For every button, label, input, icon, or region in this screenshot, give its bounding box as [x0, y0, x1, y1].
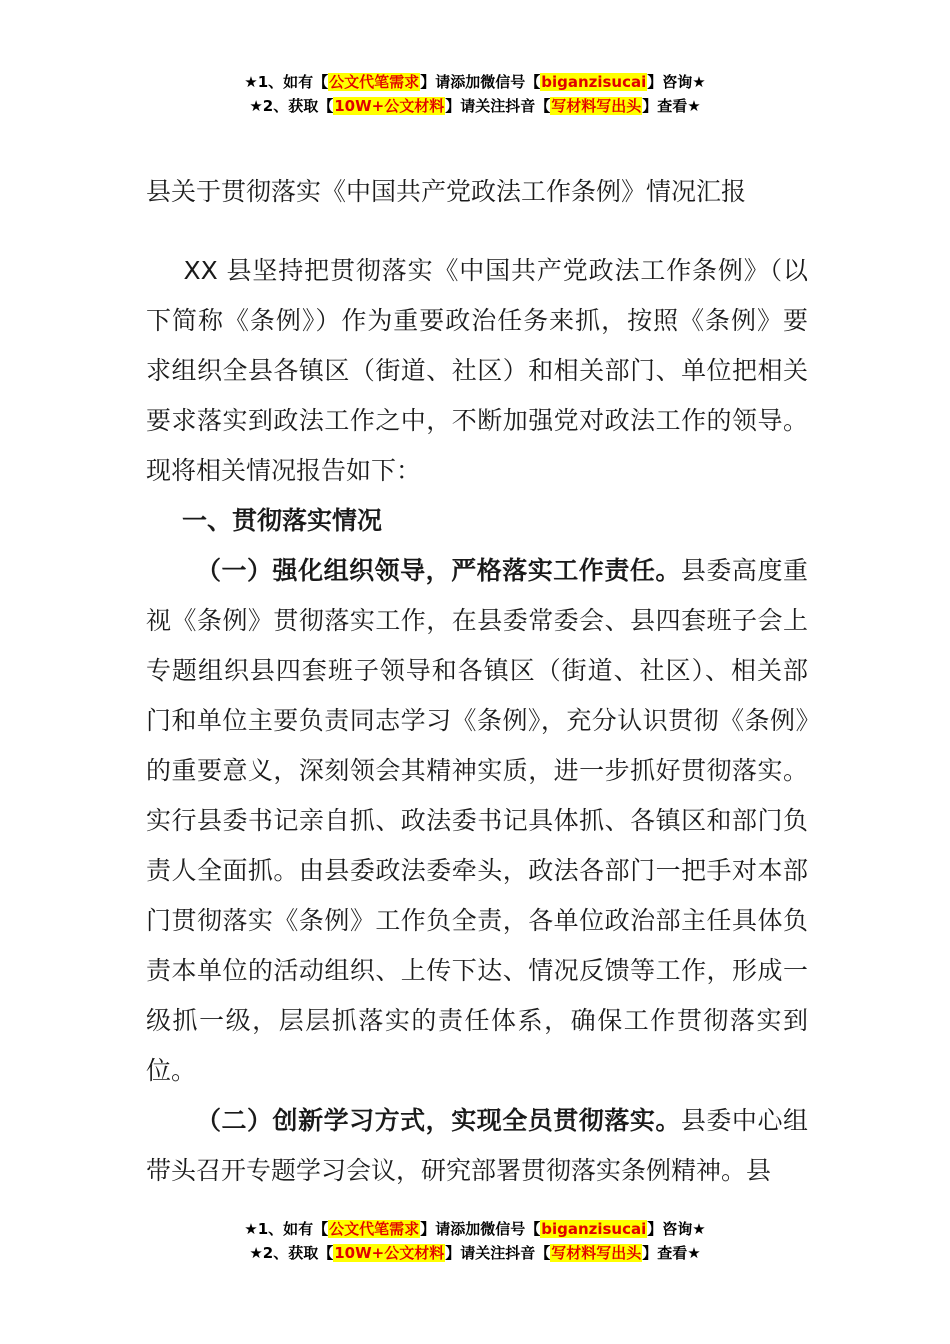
- item-paragraph-1: [146, 546, 808, 1096]
- document-body: [146, 246, 808, 1196]
- item-text: 县委高度重视《条例》贯彻落实工作，在县委常委会、县四套班子会上专题组织县四套班子领导和各镇区（街道、社区）、相关部门和单位主要负责同志学习《条例》，充分认识贯彻《条例》的重要意义，深刻领会其精神实质，进一步抓好贯彻落实。实行县委书记亲自抓、政法委书记具体抓、各镇区和部门负责人全面抓。由县委政法委牵头，政法各部门一把手对本部门贯彻落实《条例》工作负全责，各单位政治部主任具体负责本单位的活动组织、上传下达、情况反馈等工作，形成一级抓一级，层层抓落实的责任体系，确保工作贯彻落实到位。: [146, 556, 808, 1085]
- banner-line-2: [0, 94, 950, 118]
- item-lead: （二）创新学习方式，实现全员贯彻落实。: [196, 1106, 681, 1135]
- banner-text: 】请关注抖音【: [445, 1244, 551, 1262]
- banner-highlight: 10W+公文材料: [334, 1244, 445, 1262]
- item-paragraph-2: [146, 1096, 808, 1196]
- banner-text: ★2、获取【: [249, 97, 334, 115]
- section-heading: 一、贯彻落实情况: [182, 506, 383, 535]
- banner-line-2: [0, 1241, 950, 1265]
- banner-text: 】咨询★: [647, 1220, 706, 1238]
- banner-text: 】查看★: [642, 97, 701, 115]
- banner-highlight: biganzisucai: [541, 1220, 647, 1238]
- banner-text: 】咨询★: [647, 73, 706, 91]
- banner-text: 】查看★: [642, 1244, 701, 1262]
- banner-highlight: 10W+公文材料: [334, 97, 445, 115]
- intro-paragraph: XX 县坚持把贯彻落实《中国共产党政法工作条例》（以下简称《条例》）作为重要政治任务来抓，按照《条例》要求组织全县各镇区（街道、社区）和相关部门、单位把相关要求落实到政法工作之中，不断加强党对政法工作的领导。现将相关情况报告如下：: [146, 256, 808, 485]
- banner-highlight: 公文代笔需求: [329, 73, 420, 91]
- banner-line-1: [0, 70, 950, 94]
- document-title: 县关于贯彻落实《中国共产党政法工作条例》情况汇报: [146, 177, 747, 206]
- banner-text: 】请添加微信号【: [420, 1220, 541, 1238]
- banner-text: ★1、如有【: [244, 1220, 329, 1238]
- banner-text: 】请添加微信号【: [420, 73, 541, 91]
- top-banner: [0, 70, 950, 118]
- banner-line-1: [0, 1217, 950, 1241]
- banner-text: 】请关注抖音【: [445, 97, 551, 115]
- item-text: 县委中心组带头召开专题学习会议，研究部署贯彻落实条例精神。县: [146, 1106, 808, 1185]
- banner-text: ★2、获取【: [249, 1244, 334, 1262]
- bottom-banner: [0, 1217, 950, 1265]
- banner-highlight: 写材料写出头: [551, 1244, 642, 1262]
- banner-highlight: biganzisucai: [541, 73, 647, 91]
- banner-text: ★1、如有【: [244, 73, 329, 91]
- banner-highlight: 写材料写出头: [551, 97, 642, 115]
- item-lead: （一）强化组织领导，严格落实工作责任。: [196, 556, 681, 585]
- banner-highlight: 公文代笔需求: [329, 1220, 420, 1238]
